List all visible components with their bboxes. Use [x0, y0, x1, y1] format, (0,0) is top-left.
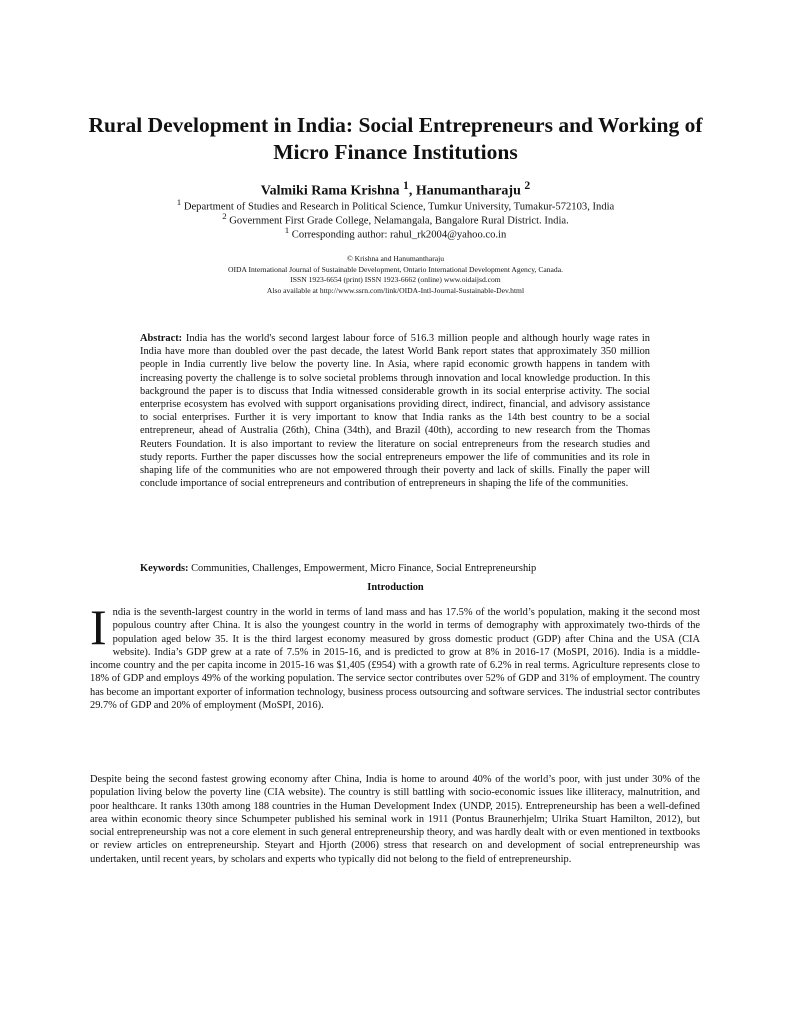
keywords [140, 562, 670, 575]
drop-cap: I [90, 599, 107, 655]
introduction-heading: Introduction [367, 582, 424, 593]
affiliation-2-sup: 2 [222, 211, 227, 221]
introduction-paragraph-1 [90, 599, 700, 712]
affiliation-1-sup: 1 [176, 197, 182, 207]
corresponding-text: Corresponding author: rahul_rk2004@yahoo.co.in [291, 229, 507, 241]
introduction-paragraph-2: Despite being the second fastest growing economy after China, India is home to around 40% of the world’s poor, with just under 30% of the population living below the poverty line (CIA website). The country is still battling with socio-economic issues like illiteracy, malnutrition, and poor healthcare. It ranks 130th among 188 countries in the Human Development Index (UNDP, 2015). Entrepreneurship has been a well-defined area within economic theory since Schumpeter published his seminal work in 1911 (Pontus Braunerhjelm; Ulrika Stuart Hamilton, 2012), but social entrepreneurship was not a core element in such general entrepreneurship theory, and was hardly dealt with or even mentioned in textbooks or review articles on entrepreneurship. Steyart and Hjorth (2006) stress that research on and development of social entrepreneurship was undertaken, until recent years, by scholars and experts who typically did not belong to the field of entrepreneurship. [90, 774, 700, 865]
publication-info [60, 254, 731, 296]
affiliation-1-text: Department of Studies and Research in Political Science, Tumkur University, Tumakur-572103, India [183, 201, 615, 213]
abstract [140, 332, 650, 490]
corresponding-author [60, 224, 731, 242]
keywords-text: Communities, Challenges, Empowerment, Micro Finance, Social Entrepreneurship [191, 563, 537, 574]
corresponding-sup: 1 [284, 225, 290, 235]
paper-title: Rural Development in India: Social Entrepreneurs and Working of Micro Finance Institutions [88, 113, 703, 164]
author-2: Hanumantharaju [415, 183, 521, 199]
paragraph-1-text: ndia is the seventh-largest country in the world in terms of land mass and has 17.5% of the world’s population, making it the second most populous country after China. It is also the youngest country in the world in terms of demography with approximately two-thirds of the population aged below 35. It is the third largest economy measured by gross domestic product (GDP) after China and the USA (CIA website). India’s GDP grew at a rate of 7.5% in 2015-16, and is predicted to grow at 8% in 2016-17 (MoSPI, 2016). India is a middle-income country and the per capita income in 2015-16 was $1,405 (£954) with a growth rate of 6.2% in real terms. Agriculture represents close to 18% of GDP and employs 49% of the working population. The service sector contributes over 52% of GDP and 31% of employment. The country has become an important exporter of information technology, business process outsourcing and software services. The industrial sector contributes 29.7% of GDP and 20% of employment (MoSPI, 2016). [90, 607, 700, 711]
abstract-text: India has the world's second largest labour force of 516.3 million people and although hourly wage rates in India have more than doubled over the past decade, the latest World Bank report states that approximately 350 million people in India currently live below the poverty line. In Asia, where rapid economic growth happens in tandem with increasing poverty the challenge is to solve societal problems through innovation and local knowledge production. In this background the paper is to discuss that India witnessed considerable growth in its social enterprise activity. The social enterprise ecosystem has evolved with support organisations providing direct, indirect, financial, and advisory assistance to social enterprises. Further it is very important to know that India ranks as the 14th best country to be a social entrepreneur, ahead of Australia (26th), China (34th), and Brazil (40th), according to new research from the Thomas Reuters Foundation. It is also important to review the literature on social entrepreneurs from the research studies and study reports. Further the paper discusses how the social entrepreneurs empower the life of communities and its role in shaping life of the communities who are not empowered through their poverty and lack of skills. Finally the paper will conclude importance of social entrepreneurs and contribution of entrepreneurs in shaping the life of the communities. [140, 333, 650, 490]
issn-line: ISSN 1923-6654 (print) ISSN 1923-6662 (online) www.oidaijsd.com [290, 275, 501, 285]
availability-line: Also available at http://www.ssrn.com/link/OIDA-Intl-Journal-Sustainable-Dev.html [266, 285, 525, 295]
affiliation-2-text: Government First Grade College, Nelamangala, Bangalore Rural District. India. [229, 215, 569, 227]
journal-line: OIDA International Journal of Sustainable Development, Ontario International Development Agency, Canada. [227, 264, 563, 274]
author-2-sup: 2 [524, 179, 531, 192]
author-1: Valmiki Rama Krishna [260, 183, 400, 199]
abstract-label: Abstract: [140, 333, 183, 344]
keywords-label: Keywords: [140, 563, 189, 574]
copyright-line: © Krishna and Hanumantharaju [346, 254, 445, 263]
author-separator: , [408, 183, 416, 199]
author-1-sup: 1 [403, 179, 409, 192]
